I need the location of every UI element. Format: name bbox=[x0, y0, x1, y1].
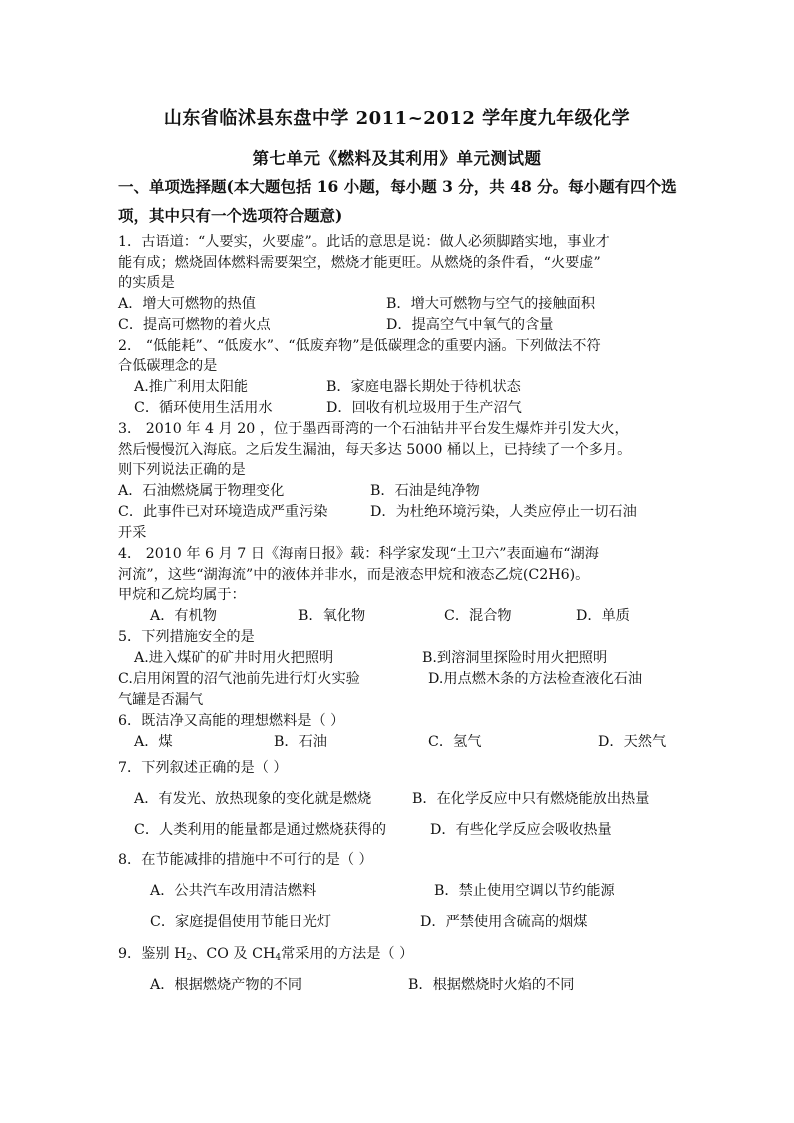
q7-option-b: B．在化学反应中只有燃烧能放出热量 bbox=[412, 791, 650, 807]
q6-option-b: B．石油 bbox=[274, 734, 327, 750]
q8-option-a: A．公共汽车改用清洁燃料 bbox=[150, 883, 317, 899]
q9-stem-mid: 、CO 及 CH bbox=[192, 946, 276, 962]
q6-option-c: C．氢气 bbox=[428, 734, 482, 750]
q3-stem-line3: 则下列说法正确的是 bbox=[118, 462, 246, 478]
q1-option-b: B．增大可燃物与空气的接触面积 bbox=[386, 296, 596, 312]
section-heading-line2: 项，其中只有一个选项符合题意) bbox=[118, 206, 343, 225]
q2-stem-line1: 2． “低能耗”、“低废水”、“低废弃物”是低碳理念的重要内涵。下列做法不符 bbox=[118, 338, 601, 354]
q4-stem-line1: 4． 2010 年 6 月 7 日《海南日报》载：科学家发现“土卫六”表面遍布“湖海 bbox=[118, 546, 599, 562]
q5-stem-line1: 5．下列措施安全的是 bbox=[118, 629, 255, 645]
q2-option-c: C．循环使用生活用水 bbox=[134, 400, 273, 416]
q9-option-a: A．根据燃烧产物的不同 bbox=[150, 977, 303, 993]
q4-option-a: A．有机物 bbox=[150, 608, 217, 624]
q7-option-c: C．人类利用的能量都是通过燃烧获得的 bbox=[134, 822, 387, 838]
q5-option-d: D.用点燃木条的方法检查液化石油 bbox=[428, 671, 643, 687]
q9-stem-line1 bbox=[118, 944, 413, 964]
q5-option-a: A.进入煤矿的矿井时用火把照明 bbox=[134, 650, 334, 666]
q9-sub-4: 4 bbox=[275, 953, 282, 963]
q4-option-c: C．混合物 bbox=[444, 608, 512, 624]
q4-option-b: B．氧化物 bbox=[298, 608, 366, 624]
q3-option-b: B．石油是纯净物 bbox=[370, 483, 480, 499]
q1-stem-line2: 能有成；燃烧固体燃料需要架空，燃烧才能更旺。从燃烧的条件看，“火要虚” bbox=[118, 255, 601, 271]
q7-stem-line1: 7．下列叙述正确的是（ ） bbox=[118, 760, 288, 776]
q2-option-d: D．回收有机垃圾用于生产沼气 bbox=[326, 400, 522, 416]
q6-option-a: A．煤 bbox=[134, 734, 173, 750]
q4-option-d: D．单质 bbox=[576, 608, 630, 624]
q1-option-c: C．提高可燃物的着火点 bbox=[118, 317, 271, 333]
q4-stem-line2: 河流”，这些“湖海流”中的液体并非水，而是液态甲烷和液态乙烷(C2H6)。 bbox=[118, 567, 590, 583]
q6-stem-line1: 6．既洁净又高能的理想燃料是（ ） bbox=[118, 713, 345, 729]
q9-sub-2: 2 bbox=[186, 953, 193, 963]
q1-stem-line3: 的实质是 bbox=[118, 275, 175, 291]
q3-stem-line2: 然后慢慢沉入海底。之后发生漏油，每天多达 5000 桶以上，已持续了一个多月。 bbox=[118, 442, 632, 458]
q5-option-c: C.启用闲置的沼气池前先进行灯火实验 bbox=[118, 671, 360, 687]
q3-option-a: A．石油燃烧属于物理变化 bbox=[118, 483, 285, 499]
q5-option-b: B.到溶洞里探险时用火把照明 bbox=[422, 650, 608, 666]
q9-option-b: B．根据燃烧时火焰的不同 bbox=[408, 977, 575, 993]
q3-option-d: D．为杜绝环境污染，人类应停止一切石油 bbox=[370, 504, 637, 520]
q2-option-a: A.推广利用太阳能 bbox=[134, 379, 249, 395]
q1-option-d: D．提高空气中氧气的含量 bbox=[386, 317, 554, 333]
q3-option-d-cont: 开采 bbox=[118, 525, 147, 541]
q8-option-c: C．家庭提倡使用节能日光灯 bbox=[150, 914, 332, 930]
q7-option-d: D．有些化学反应会吸收热量 bbox=[430, 822, 612, 838]
q9-stem-pre: 9．鉴别 H bbox=[118, 946, 187, 962]
q1-option-a: A．增大可燃物的热值 bbox=[118, 296, 256, 312]
section-heading-line1: 一、单项选择题(本大题包括 16 小题，每小题 3 分，共 48 分。每小题有四个选 bbox=[118, 177, 677, 196]
q9-stem-post: 常采用的方法是（ ） bbox=[281, 946, 414, 962]
q2-option-b: B．家庭电器长期处于待机状态 bbox=[326, 379, 521, 395]
q4-stem-line3: 甲烷和乙烷均属于： bbox=[118, 587, 246, 603]
page-title: 山东省临沭县东盘中学 2011~2012 学年度九年级化学 bbox=[163, 108, 631, 129]
q8-stem-line1: 8．在节能减排的措施中不可行的是（ ） bbox=[118, 852, 373, 868]
page-subtitle: 第七单元《燃料及其利用》单元测试题 bbox=[252, 149, 542, 168]
q2-stem-line2: 合低碳理念的是 bbox=[118, 358, 218, 374]
q3-stem-line1: 3． 2010 年 4 月 20 ，位于墨西哥湾的一个石油钻井平台发生爆炸并引发大火， bbox=[118, 421, 629, 437]
q5-option-d-cont: 气罐是否漏气 bbox=[118, 692, 204, 708]
q1-stem-line1: 1．古语道：“人要实，火要虚”。此话的意思是说：做人必须脚踏实地，事业才 bbox=[118, 234, 610, 250]
q7-option-a: A．有发光、放热现象的变化就是燃烧 bbox=[134, 791, 372, 807]
q8-option-b: B．禁止使用空调以节约能源 bbox=[434, 883, 615, 899]
q6-option-d: D．天然气 bbox=[598, 734, 667, 750]
q8-option-d: D．严禁使用含硫高的烟煤 bbox=[420, 914, 588, 930]
q3-option-c: C．此事件已对环境造成严重污染 bbox=[118, 504, 328, 520]
